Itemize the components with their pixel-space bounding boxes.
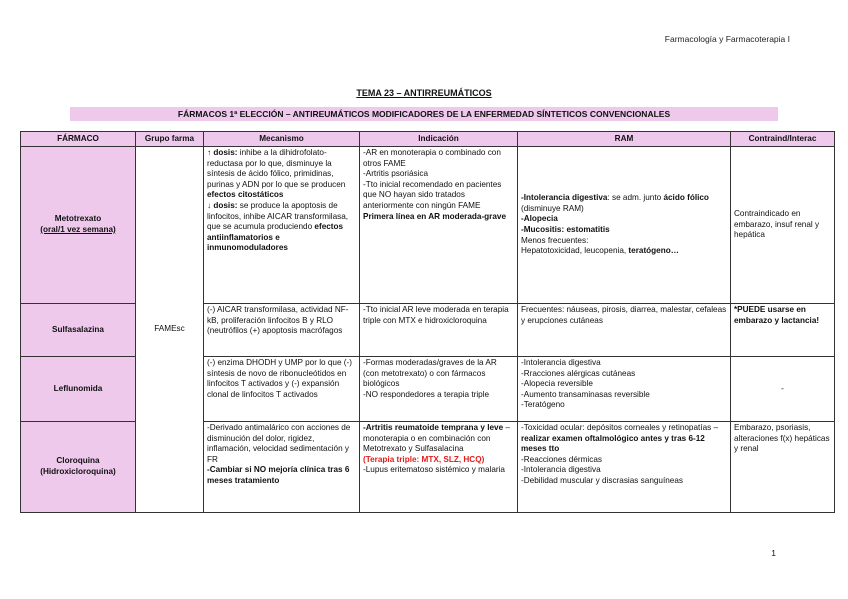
document-header: Farmacología y Farmacoterapia I (664, 34, 790, 44)
page-number: 1 (771, 548, 776, 558)
mechanism-cell: (-) AICAR transformilasa, actividad NF-kB, proliferación linfocitos B y RLO (neutrófilos (+) apoptosis macrófagos (204, 304, 360, 357)
page-title: TEMA 23 – ANTIRREUMÁTICOS (356, 88, 492, 98)
indication-cell: -Formas moderadas/graves de la AR (con metotrexato) o con fármacos biológicos -NO respondedores a terapia triple (360, 357, 518, 422)
table-header-row (21, 132, 835, 147)
ram-cell: -Intolerancia digestiva: se adm. junto ácido fólico (disminuye RAM) -Alopecia -Mucositis: estomatitis Menos frecuentes: Hepatotoxicidad, leucopenia, teratógeno… (518, 147, 731, 304)
col-header-ram: RAM (518, 132, 731, 147)
contraind-cell: *PUEDE usarse en embarazo y lactancia! (731, 304, 835, 357)
table-row (21, 147, 835, 304)
ram-cell: Frecuentes: náuseas, pirosis, diarrea, malestar, cefaleas y erupciones cutáneas (518, 304, 731, 357)
mechanism-cell: -Derivado antimalárico con acciones de disminución del dolor, rigidez, inflamación, velocidad sedimentación y FR -Cambiar si NO mejoría clínica tras 6 meses tratamiento (204, 422, 360, 513)
drug-subtitle: (Hidroxicloroquina) (40, 467, 116, 476)
drug-name: Cloroquina (56, 456, 100, 466)
indication-cell: -AR en monoterapia o combinado con otros FAME -Artritis psoriásica -Tto inicial recomendado en pacientes que NO hayan sido tratados anteriormente con ningún FAME Primera línea en AR moderada-grave (360, 147, 518, 304)
group-cell: FAMEsc (136, 147, 204, 513)
contraind-cell: - (731, 357, 835, 422)
drug-name: Metotrexato (54, 214, 102, 224)
col-header-indication: Indicación (360, 132, 518, 147)
col-header-mechanism: Mecanismo (204, 132, 360, 147)
contraind-cell: Embarazo, psoriasis, alteraciones f(x) hepáticas y renal (731, 422, 835, 513)
section-banner: FÁRMACOS 1ª ELECCIÓN – ANTIREUMÁTICOS MODIFICADORES DE LA ENFERMEDAD SÍNTETICOS CONVENCIONALES (70, 107, 778, 121)
drug-cell (21, 304, 136, 357)
contraind-cell: Contraindicado en embarazo, insuf renal y hepática (731, 147, 835, 304)
drug-name: Leflunomida (53, 383, 103, 393)
drug-table (20, 131, 835, 513)
ram-cell: -Intolerancia digestiva -Rracciones alérgicas cutáneas -Alopecia reversible -Aumento transaminasas reversible -Teratógeno (518, 357, 731, 422)
ram-cell: -Toxicidad ocular: depósitos corneales y retinopatías – realizar examen oftalmológico antes y tras 6-12 meses tto -Reacciones dérmicas -Intolerancia digestiva -Debilidad muscular y discrasias sanguíneas (518, 422, 731, 513)
drug-subtitle: (oral/1 vez semana) (40, 225, 116, 234)
indication-cell: -Tto inicial AR leve moderada en terapia triple con MTX e hidroxicloroquina (360, 304, 518, 357)
col-header-group: Grupo farma (136, 132, 204, 147)
drug-cell (21, 147, 136, 304)
mechanism-cell: (-) enzima DHODH y UMP por lo que (-) síntesis de novo de ribonucleótidos en linfocitos T activados y (-) expansión clonal de linfocitos T activados (204, 357, 360, 422)
drug-cell (21, 357, 136, 422)
drug-cell (21, 422, 136, 513)
col-header-contraind: Contraind/Interac (731, 132, 835, 147)
indication-cell: -Artritis reumatoide temprana y leve – monoterapia o en combinación con Metotrexato y Sulfasalacina (Terapia triple: MTX, SLZ, HCQ) -Lupus eritematoso sistémico y malaria (360, 422, 518, 513)
drug-name: Sulfasalazina (52, 324, 104, 334)
col-header-drug: FÁRMACO (21, 132, 136, 147)
mechanism-cell: ↑ dosis: inhibe a la dihidrofolato-reductasa por lo que, disminuye la síntesis de ácido fólico, primidinas, purinas y ADN por lo que se producen efectos citostáticos ↓ dosis: se produce la apoptosis de linfocitos, inhibe AICAR transformilasa, que se acumula produciendo efectos antiinflamatorios e inmunomoduladores (204, 147, 360, 304)
